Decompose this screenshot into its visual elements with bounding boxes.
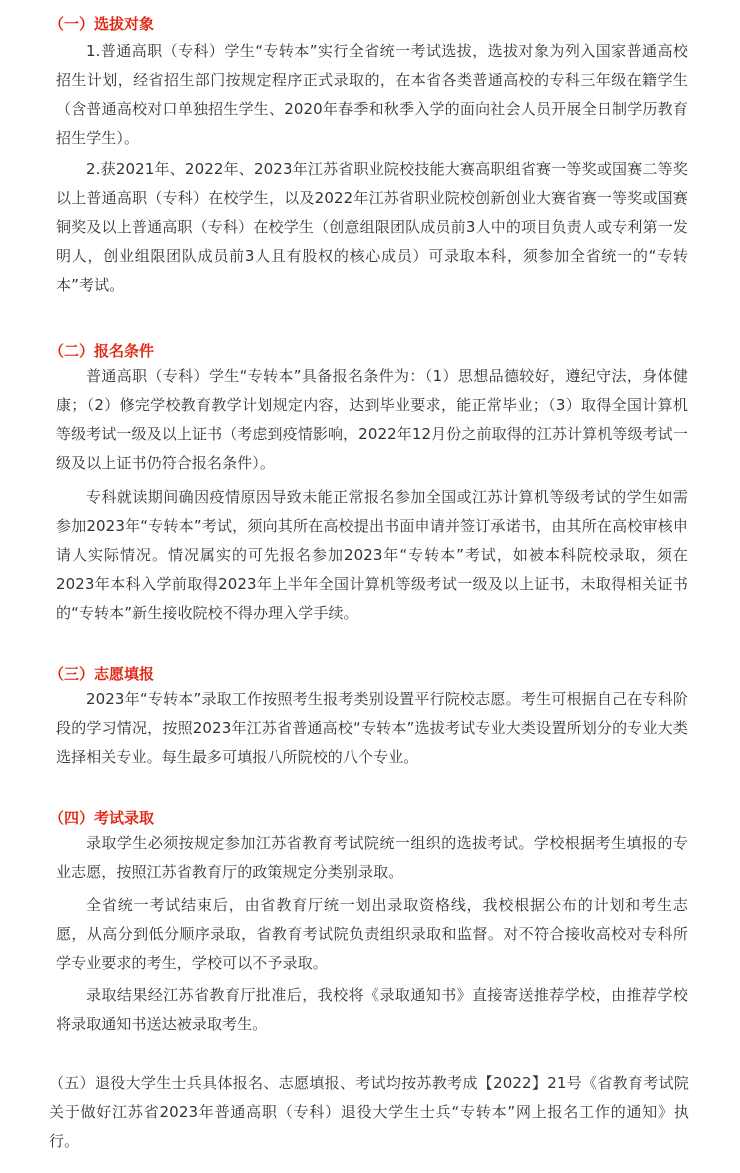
section-3-paragraph-1: 2023年“专转本”录取工作按照考生报考类别设置平行院校志愿。考生可根据自己在专科阶段的学习情况，按照2023年江苏省普通高校“专转本”选拔考试专业大类设置所划分的专业大类选择相关专业。每生最多可填报八所院校的八个专业。 <box>56 690 688 766</box>
section-4-paragraph-1: 录取学生必须按规定参加江苏省教育考试院统一组织的选拔考试。学校根据考生填报的专业志愿，按照江苏省教育厅的政策规定分类别录取。 <box>56 834 688 881</box>
section-2-paragraph-2: 专科就读期间确因疫情原因导致未能正常报名参加全国或江苏计算机等级考试的学生如需参加2023年“专转本”考试，须向其所在高校提出书面申请并签订承诺书，由其所在高校审核申请人实际情况。情况属实的可先报名参加2023年“专转本”考试，如被本科院校录取，须在2023年本科入学前取得2023年上半年全国计算机等级考试一级及以上证书，未取得相关证书的“专转本”新生接收院校不得办理入学手续。 <box>56 488 688 622</box>
section-1-paragraph-2: 2.获2021年、2022年、2023年江苏省职业院校技能大赛高职组省赛一等奖或国赛二等奖以上普通高职（专科）在校学生，以及2022年江苏省职业院校创新创业大赛省赛一等奖或国赛铜奖及以上普通高职（专科）在校学生（创意组限团队成员前3人中的项目负责人或专利第一发明人，创业组限团队成员前3人且有股权的核心成员）可录取本科，须参加全省统一的“专转本”考试。 <box>56 160 688 294</box>
section-3-heading: （三）志愿填报 <box>49 665 155 683</box>
section-1-paragraph-1: 1.普通高职（专科）学生“专转本”实行全省统一考试选拔，选拔对象为列入国家普通高校招生计划，经省招生部门按规定程序正式录取的，在本省各类普通高校的专科三年级在籍学生（含普通高校对口单独招生学生、2020年春季和秋季入学的面向社会人员开展全日制学历教育招生学生）。 <box>56 42 688 147</box>
section-2-heading: （二）报名条件 <box>49 342 155 360</box>
section-1-heading: （一）选拔对象 <box>49 15 155 33</box>
section-5-paragraph: （五）退役大学生士兵具体报名、志愿填报、考试均按苏教考成【2022】21号《省教育考试院关于做好江苏省2023年普通高职（专科）退役大学生士兵“专转本”网上报名工作的通知》执行。 <box>49 1074 689 1150</box>
section-4-heading: （四）考试录取 <box>49 809 155 827</box>
section-4-paragraph-3: 录取结果经江苏省教育厅批准后，我校将《录取通知书》直接寄送推荐学校，由推荐学校将录取通知书送达被录取考生。 <box>56 986 688 1033</box>
section-4-paragraph-2: 全省统一考试结束后，由省教育厅统一划出录取资格线，我校根据公布的计划和考生志愿，从高分到低分顺序录取，省教育考试院负责组织录取和监督。对不符合接收高校对专科所学专业要求的考生，学校可以不予录取。 <box>56 896 688 972</box>
section-2-paragraph-1: 普通高职（专科）学生“专转本”具备报名条件为：（1）思想品德较好，遵纪守法，身体健康；（2）修完学校教育教学计划规定内容，达到毕业要求，能正常毕业；（3）取得全国计算机等级考试一级及以上证书（考虑到疫情影响，2022年12月份之前取得的江苏计算机等级考试一级及以上证书仍符合报名条件）。 <box>56 367 688 472</box>
